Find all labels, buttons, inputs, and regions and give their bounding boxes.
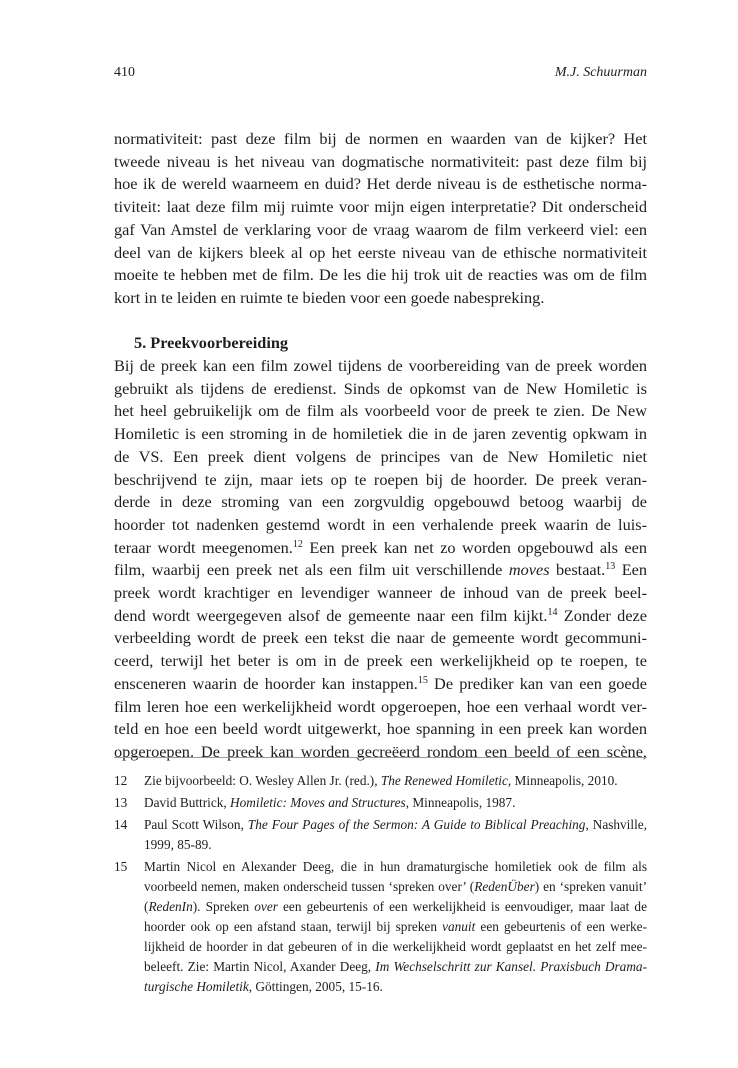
- running-author: M.J. Schuurman: [554, 65, 647, 80]
- text-line: het heel gebruikelijk om de film als voorbeeld voor de preek te zien. De New: [114, 401, 647, 421]
- text-line: verbeelding wordt de preek een tekst die naar de gemeente wordt gecommuni-: [114, 628, 647, 648]
- italic-term: moves: [508, 560, 550, 580]
- footnote-ref[interactable]: 12: [292, 538, 303, 550]
- text-run: film, waarbij een preek net als een film uit verschillende: [114, 560, 509, 580]
- text-line: hoorder tot nadenken gestemd wordt in een verhalende preek waarin de luis-: [114, 514, 647, 534]
- book-title: turgische Homiletik: [144, 979, 249, 994]
- text-line: film leren hoe een werkelijkheid wordt opgeroepen, hoe een verhaal wordt ver-: [114, 696, 647, 716]
- text-run: teraar wordt meegenomen.: [114, 537, 293, 557]
- footnote-line: [144, 877, 647, 897]
- text-run: ). Spreken: [192, 899, 255, 914]
- footnote-ref[interactable]: 15: [417, 674, 428, 686]
- text-run: ensceneren waarin de hoorder kan instappen.: [114, 673, 418, 693]
- text-run: Een preek kan net zo worden opgebouwd als een: [302, 537, 648, 557]
- footnote-line: [144, 977, 647, 997]
- text-run: , Nashville,: [585, 817, 647, 832]
- text-line: gebruikt als tijdens de eredienst. Sinds de opkomst van de New Homiletic is: [114, 378, 647, 398]
- text-run: , Minneapolis, 1987.: [405, 795, 516, 810]
- text-line: [114, 559, 647, 582]
- text-line: Bij de preek kan een film zowel tijdens de voorbereiding van de preek worden: [114, 356, 647, 376]
- footnote-line: [144, 815, 647, 835]
- text-line: deel van de kijkers bleek al op het eerste niveau van de ethische normativiteit: [114, 242, 647, 262]
- footnote-line: [144, 917, 647, 937]
- text-run: dend wordt weergegeven alsof de gemeente naar een film kijkt.: [114, 605, 548, 625]
- paragraph: [114, 128, 647, 310]
- text-line: [114, 605, 647, 628]
- text-run: beleeft. Zie: Martin Nicol, Axander Deeg,: [144, 959, 376, 974]
- body-text: [114, 128, 647, 764]
- paragraph: [114, 355, 647, 764]
- book-title: The Four Pages of the Sermon: A Guide to Biblical Preaching: [247, 817, 586, 832]
- paragraph-gap: [114, 310, 647, 333]
- book-title: The Renewed Homiletic: [380, 773, 508, 788]
- text-run: (: [144, 899, 149, 914]
- italic-term: RedenIn: [148, 899, 193, 914]
- text-line: tiviteit: laat deze film mij ruimte voor mijn eigen interpretatie? Dit onderscheid: [114, 197, 647, 217]
- text-line: preek wordt krachtiger en levendiger wanneer de inhoud van de preek beel-: [114, 583, 647, 603]
- text-run: Een: [615, 560, 647, 580]
- text-run: Paul Scott Wilson,: [144, 817, 248, 832]
- footnote-line: [144, 897, 647, 917]
- footnote-separator: [114, 757, 647, 758]
- text-line: teld en hoe een beeld wordt uitgewerkt, hoe spanning in een preek kan worden: [114, 719, 647, 739]
- footnote-line: [144, 793, 647, 813]
- footnote-number: 15: [114, 859, 128, 874]
- text-line: hoe ik de wereld waarneem en duid? Het derde niveau is de esthetische norma-: [114, 174, 647, 194]
- text-line: gaf Van Amstel de verklaring voor de vraag waarom de film verkeerd viel: een: [114, 219, 647, 239]
- text-run: een gebeurtenis of een werkelijkheid is eenvoudiger, maar laat de: [277, 899, 647, 914]
- footnote-line: 1999, 85-89.: [144, 837, 212, 852]
- text-run: Zonder deze: [557, 605, 647, 625]
- footnotes: [114, 771, 647, 999]
- footnote-12: [114, 771, 647, 791]
- footnote-line: Martin Nicol en Alexander Deeg, die in hun dramaturgische homiletiek ook de film als: [144, 859, 647, 874]
- footnote-number: 13: [114, 795, 128, 810]
- text-line: derde in deze stroming van een zorgvuldig opgebouwd betoog waarbij de: [114, 492, 647, 512]
- text-run: hoorder ook op een afstand staan, terwijl bij spreken: [144, 919, 443, 934]
- text-run: , Göttingen, 2005, 15-16.: [248, 979, 383, 994]
- text-line: opgeroepen. De preek kan worden gecreëerd rondom een beeld of een scène,: [114, 741, 647, 761]
- italic-term: RedenÜber: [474, 879, 535, 894]
- page-number: 410: [114, 65, 135, 80]
- text-run: Zie bijvoorbeeld: O. Wesley Allen Jr. (red.),: [144, 773, 381, 788]
- text-run: , Minneapolis, 2010.: [507, 773, 618, 788]
- footnote-13: [114, 793, 647, 813]
- text-line: kort in te leiden en ruimte te bieden voor een goede nabespreking.: [114, 287, 545, 307]
- text-run: bestaat.: [549, 560, 606, 580]
- footnote-ref[interactable]: 14: [547, 606, 558, 618]
- footnote-ref[interactable]: 13: [605, 561, 616, 573]
- text-line: tweede niveau is het niveau van dogmatische normativiteit: past deze film bij: [114, 151, 647, 171]
- footnote-line: lijkheid de hoorder in dat gebeuren of in die werkelijkheid wordt geplaatst en het zelf mee-: [144, 939, 647, 954]
- text-line: ceerd, terwijl het beter is om in de preek een werkelijkheid op te roepen, te: [114, 651, 647, 671]
- text-line: beschrijvend te zijn, maar iets op te roepen bij de hoorder. De preek veran-: [114, 469, 647, 489]
- text-line: [114, 537, 647, 560]
- italic-term: vanuit: [442, 919, 476, 934]
- footnote-number: 14: [114, 817, 128, 832]
- text-line: moeite te hebben met de film. De les die hij trok uit de reacties was om de film: [114, 265, 647, 285]
- footnote-14: [114, 815, 647, 855]
- book-title: Im Wechselschritt zur Kansel. Praxisbuch Drama-: [375, 959, 648, 974]
- text-run: De prediker kan van een goede: [427, 673, 647, 693]
- text-line: [114, 673, 647, 696]
- text-line: Homiletic is een stroming in de homiletiek die in de jaren zeventig opkwam in: [114, 424, 647, 444]
- text-run: een gebeurtenis of een werke-: [475, 919, 647, 934]
- footnote-line: [144, 771, 647, 791]
- book-title: Homiletic: Moves and Structures: [230, 795, 406, 810]
- footnote-number: 12: [114, 773, 128, 788]
- text-run: voorbeeld nemen, maken onderscheid tussen ‘spreken over’ (: [144, 879, 475, 894]
- footnote-15: [114, 857, 647, 997]
- section-heading: 5. Preekvoorbereiding: [134, 333, 289, 353]
- text-line: de VS. Een preek dient volgens de principes van de New Homiletic niet: [114, 446, 647, 466]
- text-run: ) en ‘spreken vanuit’: [534, 879, 647, 894]
- italic-term: over: [254, 899, 278, 914]
- text-line: normativiteit: past deze film bij de normen en waarden van de kijker? Het: [114, 129, 647, 148]
- text-run: David Buttrick,: [144, 795, 231, 810]
- footnote-line: [144, 957, 647, 977]
